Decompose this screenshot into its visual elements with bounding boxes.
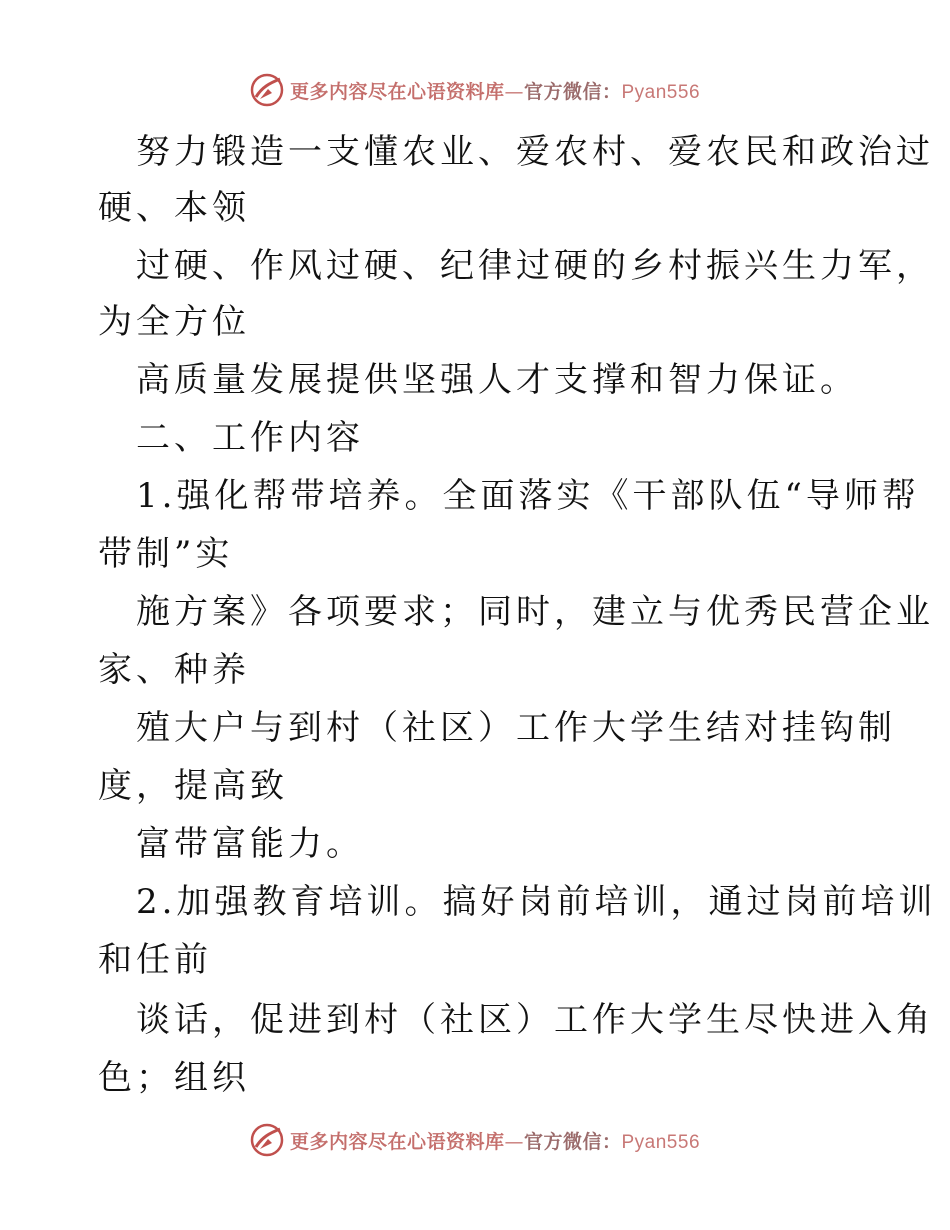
text-line: 硬、本领 <box>98 188 250 228</box>
text-line: 高质量发展提供坚强人才支撑和智力保证。 <box>136 360 858 400</box>
text-line: 2.加强教育培训。搞好岗前培训，通过岗前培训 <box>136 882 937 922</box>
text-line: 为全方位 <box>98 302 250 342</box>
watermark-main: 更多内容尽在心语资料库 <box>289 1130 505 1153</box>
watermark-dash: — <box>504 1130 524 1153</box>
text-line: 施方案》各项要求；同时，建立与优秀民营企业 <box>136 592 934 632</box>
text-line: 过硬、作风过硬、纪律过硬的乡村振兴生力军， <box>136 246 934 286</box>
watermark-sub: 官方微信： <box>523 1130 622 1153</box>
watermark-header <box>0 70 950 110</box>
text-line: 殖大户与到村（社区）工作大学生结对挂钩制 <box>136 708 896 748</box>
text-line: 度，提高致 <box>98 766 288 806</box>
text-line: 谈话，促进到村（社区）工作大学生尽快进入角 <box>136 1000 934 1040</box>
text-line: 带制”实 <box>98 534 234 574</box>
watermark-text <box>290 1127 700 1154</box>
text-line: 富带富能力。 <box>136 824 364 864</box>
watermark-footer <box>0 1120 950 1160</box>
pen-logo-icon <box>250 73 284 107</box>
text-line: 努力锻造一支懂农业、爱农村、爱农民和政治过 <box>136 132 934 172</box>
watermark-main: 更多内容尽在心语资料库 <box>289 80 505 103</box>
watermark-text <box>290 77 700 104</box>
text-line: 色；组织 <box>98 1058 250 1098</box>
watermark-id: Pyan556 <box>621 1131 701 1153</box>
watermark-id: Pyan556 <box>621 81 701 103</box>
watermark-dash: — <box>504 80 524 103</box>
text-line: 家、种养 <box>98 650 250 690</box>
pen-logo-icon <box>250 1123 284 1157</box>
text-line: 1.强化帮带培养。全面落实《干部队伍“导师帮 <box>136 476 920 516</box>
text-line: 和任前 <box>98 940 212 980</box>
section-heading: 二、工作内容 <box>136 418 364 458</box>
watermark-sub: 官方微信： <box>523 80 622 103</box>
